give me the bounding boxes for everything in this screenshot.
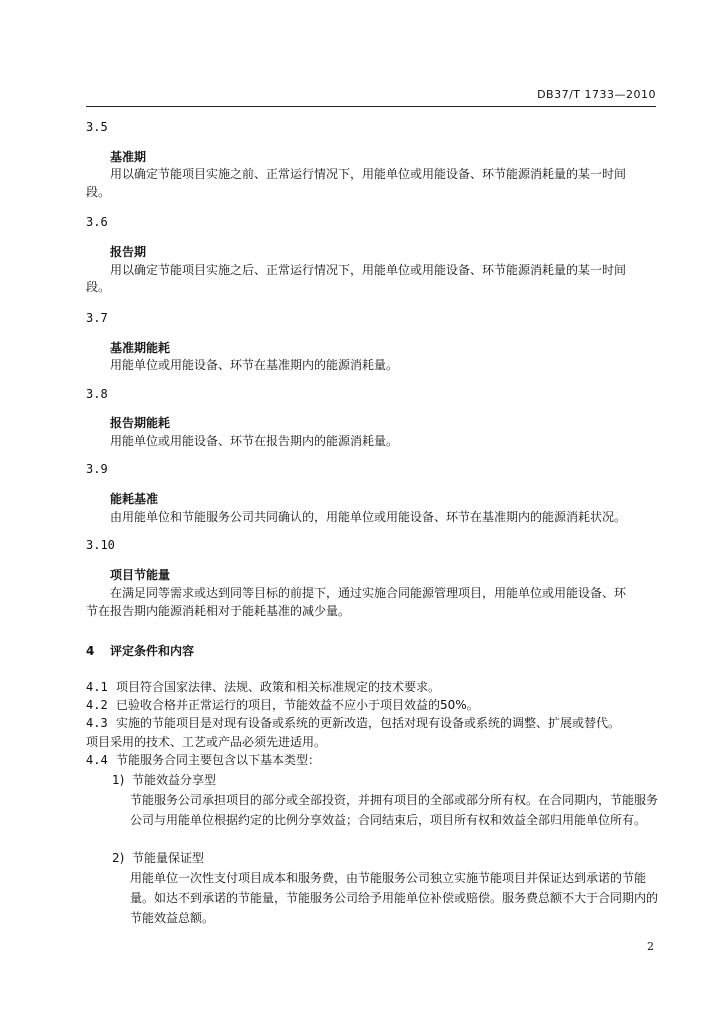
term-definition: 用以确定节能项目实施之前、正常运行情况下，用能单位或用能设备、环节能源消耗量的某一时间 [110,167,627,181]
term-definition: 由用能单位和节能服务公司共同确认的，用能单位或用能设备、环节在基准期内的能源消耗状况。 [110,510,627,524]
term-title: 项目节能量 [110,568,171,582]
header-rule [86,106,656,107]
contract-type-body: 用能单位一次性支付项目成本和服务费，由节能服务公司独立实施节能项目并保证达到承诺的节能量。如达不到承诺的节能量，节能服务公司给予用能单位补偿或赔偿。服务费总额不大于合同期内的节能效益总额。 [130,871,659,925]
clause-number: 3.7 [86,311,108,325]
clause-number: 3.10 [86,538,115,552]
section-number: 4 [86,644,95,658]
contract-type-body: 节能服务公司承担项目的部分或全部投资，并拥有项目的全部或部分所有权。在合同期内，节能服务公司与用能单位根据约定的比例分享效益；合同结束后，项目所有权和效益全部归用能单位所有。 [130,793,659,827]
clause-text: 已验收合格并正常运行的项目，节能效益不应小于项目效益的50%。 [116,698,479,712]
clause-number: 3.9 [86,462,108,476]
section-heading [86,642,194,659]
term-definition: 用以确定节能项目实施之后、正常运行情况下，用能单位或用能设备、环节能源消耗量的某一时间 [110,263,627,277]
contract-type-title: 节能效益分享型 [132,773,217,787]
clause-text: 项目符合国家法律、法规、政策和相关标准规定的技术要求。 [116,680,441,694]
clause-number: 3.5 [86,120,108,134]
term-definition-cont: 节在报告期内能源消耗相对于能耗基准的减少量。 [86,604,351,618]
list-marker: 1) [112,773,125,787]
contract-type-1 [112,771,216,788]
clause-4-3-cont: 项目采用的技术、工艺或产品必须先进适用。 [86,735,327,749]
clause-number: 4.2 [86,698,108,712]
standard-code: DB37/T 1733—2010 [537,88,656,101]
contract-type-2 [112,849,204,866]
page-number: 2 [647,940,654,953]
clause-number: 4.3 [86,716,108,730]
clause-4-4 [86,751,320,769]
clause-4-1 [86,678,440,696]
clause-4-3 [86,714,620,732]
clause-number: 3.6 [86,215,108,229]
term-definition-cont: 段。 [86,280,111,294]
contract-type-title: 节能量保证型 [132,851,205,865]
term-definition: 用能单位或用能设备、环节在报告期内的能源消耗量。 [110,434,399,448]
clause-number: 3.8 [86,387,108,401]
clause-number: 4.1 [86,680,108,694]
clause-text: 节能服务合同主要包含以下基本类型： [116,753,321,767]
term-title: 基准期能耗 [110,341,171,355]
term-title: 报告期能耗 [110,416,171,430]
term-title: 报告期 [110,245,147,259]
term-definition-cont: 段。 [86,185,111,199]
list-marker: 2) [112,851,125,865]
term-title: 能耗基准 [110,492,159,506]
clause-4-2 [86,696,479,714]
section-title: 评定条件和内容 [110,644,195,658]
term-definition: 用能单位或用能设备、环节在基准期内的能源消耗量。 [110,358,399,372]
term-definition: 在满足同等需求或达到同等目标的前提下，通过实施合同能源管理项目，用能单位或用能设备、环 [110,586,627,600]
clause-number: 4.4 [86,753,108,767]
clause-text: 实施的节能项目是对现有设备或系统的更新改造，包括对现有设备或系统的调整、扩展或替代。 [116,716,621,730]
term-title: 基准期 [110,150,147,164]
